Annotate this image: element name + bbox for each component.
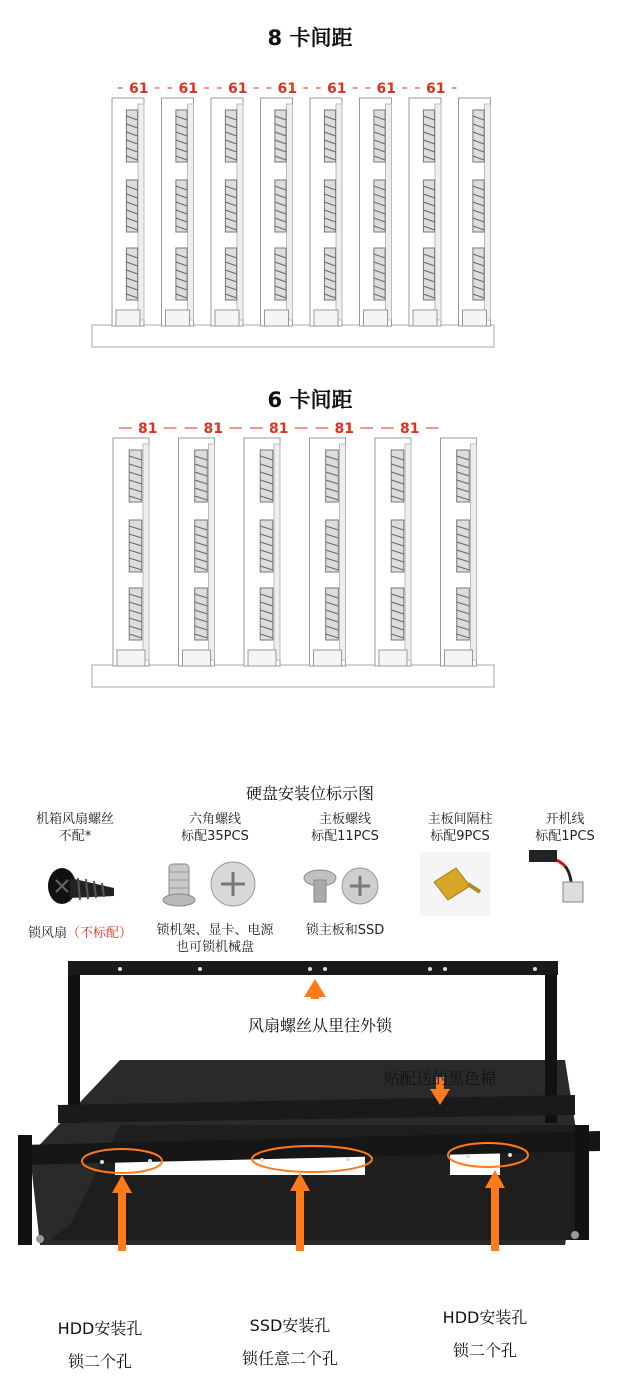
gap-label: 81 (269, 421, 289, 437)
hdd-hole-left-label: HDD安装孔 锁二个孔 (57, 1319, 143, 1371)
gap-label: 61 (129, 81, 149, 97)
gpu-card (112, 98, 144, 326)
gpu-card (375, 438, 411, 666)
hdd-hole-right-label: HDD安装孔 锁二个孔 (442, 1308, 528, 1360)
gpu-card (310, 438, 346, 666)
gap-label: 61 (327, 81, 347, 97)
gap-label: 81 (334, 421, 354, 437)
power-cable-image (525, 846, 605, 910)
rig-base (92, 665, 494, 687)
gpu-card (459, 98, 491, 326)
fan-screw-image (40, 858, 120, 908)
gap-label: 61 (376, 81, 396, 97)
gap-label: 81 (400, 421, 420, 437)
gpu-card (162, 98, 194, 326)
spacing8-title: 8 卡间距 (267, 26, 353, 50)
mb-screw-label: 主板螺线 标配11PCS (311, 812, 379, 844)
gap-label: 61 (426, 81, 446, 97)
hex-screw-label: 六角螺线 标配35PCS (181, 812, 249, 844)
ssd-hole-label: SSD安装孔 锁任意二个孔 (241, 1316, 338, 1368)
hardware-title: 硬盘安装位标示图 (245, 784, 374, 803)
cotton-note: 贴配送的黑色棉 (383, 1069, 496, 1088)
spacing8-diagram (0, 70, 620, 360)
gap-label: 61 (178, 81, 198, 97)
fan-screw-direction-note: 风扇螺丝从里往外锁 (247, 1016, 392, 1035)
gpu-card (409, 98, 441, 326)
standoff-label: 主板间隔柱 标配9PCS (427, 812, 493, 844)
hex-screw-note: 锁机架、显卡、电源 也可锁机械盘 (156, 923, 274, 955)
gpu-card (211, 98, 243, 326)
spacing6-diagram (0, 410, 620, 700)
rig-frame-image (0, 955, 620, 1255)
spacing6-title: 6 卡间距 (267, 388, 353, 412)
power-cable-label: 开机线 标配1PCS (535, 812, 595, 844)
gpu-card (261, 98, 293, 326)
fan-screw-label: 机箱风扇螺丝 不配* (35, 812, 114, 844)
gpu-card (179, 438, 215, 666)
gap-label: 61 (228, 81, 248, 97)
mb-screw-note: 锁主板和SSD (305, 923, 385, 938)
gpu-card (113, 438, 149, 666)
gap-label: 81 (138, 421, 158, 437)
gpu-card (310, 98, 342, 326)
fan-screw-note: 锁风扇（不标配） (27, 926, 133, 941)
mb-screw-image (300, 858, 390, 918)
standoff-image (420, 852, 490, 916)
gpu-card (360, 98, 392, 326)
gpu-card (441, 438, 477, 666)
hex-screw-image (155, 858, 265, 918)
rig-base (92, 325, 494, 347)
gap-label: 61 (277, 81, 297, 97)
gap-label: 81 (203, 421, 223, 437)
gpu-card (244, 438, 280, 666)
